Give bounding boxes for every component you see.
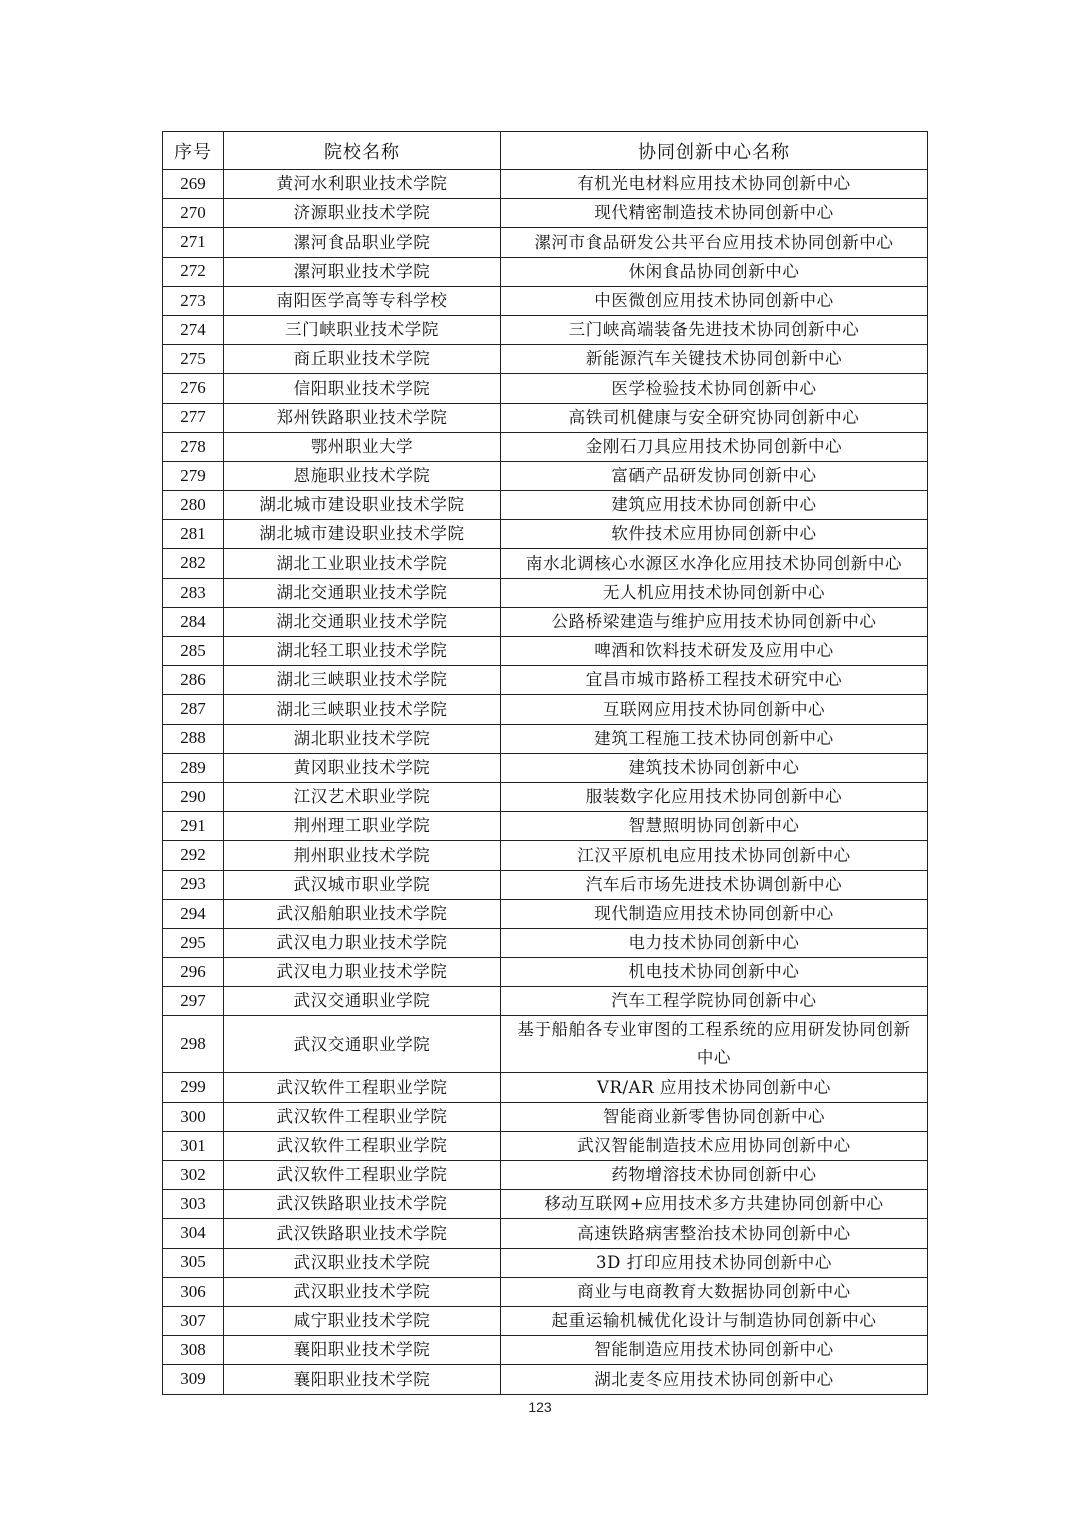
row-center-name: 宜昌市城市路桥工程技术研究中心 (501, 666, 928, 695)
table-row (163, 403, 928, 432)
row-school-name: 三门峡职业技术学院 (224, 315, 501, 344)
row-index: 305 (163, 1248, 224, 1277)
page-number: 123 (528, 1399, 552, 1415)
row-school-name: 荆州职业技术学院 (224, 841, 501, 870)
row-school-name: 咸宁职业技术学院 (224, 1306, 501, 1335)
table-row (163, 257, 928, 286)
row-center-name: 移动互联网+应用技术多方共建协同创新中心 (501, 1190, 928, 1219)
table-row (163, 432, 928, 461)
row-center-name: 服装数字化应用技术协同创新中心 (501, 782, 928, 811)
row-index: 308 (163, 1336, 224, 1365)
table-row (163, 1248, 928, 1277)
table-row (163, 1131, 928, 1160)
row-center-name: 3D 打印应用技术协同创新中心 (501, 1248, 928, 1277)
row-index: 296 (163, 958, 224, 987)
row-center-name: 智能商业新零售协同创新中心 (501, 1102, 928, 1131)
table-row (163, 1190, 928, 1219)
table-row (163, 958, 928, 987)
row-index: 287 (163, 695, 224, 724)
table-row (163, 170, 928, 199)
row-center-name: 建筑技术协同创新中心 (501, 753, 928, 782)
table-row (163, 461, 928, 490)
row-center-name: 南水北调核心水源区水净化应用技术协同创新中心 (501, 549, 928, 578)
row-school-name: 武汉船舶职业技术学院 (224, 899, 501, 928)
table-row (163, 1365, 928, 1394)
table-row (163, 1336, 928, 1365)
row-index: 269 (163, 170, 224, 199)
row-center-name: 建筑应用技术协同创新中心 (501, 491, 928, 520)
row-center-name: 互联网应用技术协同创新中心 (501, 695, 928, 724)
row-school-name: 江汉艺术职业学院 (224, 782, 501, 811)
row-school-name: 湖北城市建设职业技术学院 (224, 520, 501, 549)
row-center-name: 中医微创应用技术协同创新中心 (501, 286, 928, 315)
table-row (163, 578, 928, 607)
row-index: 274 (163, 315, 224, 344)
header-center: 协同创新中心名称 (501, 132, 928, 170)
row-center-name: 高铁司机健康与安全研究协同创新中心 (501, 403, 928, 432)
table-row (163, 782, 928, 811)
row-school-name: 恩施职业技术学院 (224, 461, 501, 490)
row-center-name: 江汉平原机电应用技术协同创新中心 (501, 841, 928, 870)
row-index: 279 (163, 461, 224, 490)
table-row (163, 1016, 928, 1073)
row-index: 277 (163, 403, 224, 432)
row-school-name: 漯河食品职业学院 (224, 228, 501, 257)
row-school-name: 湖北职业技术学院 (224, 724, 501, 753)
row-index: 285 (163, 637, 224, 666)
table-row (163, 666, 928, 695)
row-school-name: 襄阳职业技术学院 (224, 1365, 501, 1394)
row-center-name: 基于船舶各专业审图的工程系统的应用研发协同创新中心 (501, 1016, 928, 1073)
row-index: 275 (163, 345, 224, 374)
row-index: 282 (163, 549, 224, 578)
row-index: 299 (163, 1073, 224, 1102)
table-row (163, 374, 928, 403)
row-index: 292 (163, 841, 224, 870)
row-school-name: 湖北交通职业技术学院 (224, 607, 501, 636)
row-center-name: 金刚石刀具应用技术协同创新中心 (501, 432, 928, 461)
row-school-name: 南阳医学高等专科学校 (224, 286, 501, 315)
table-row (163, 607, 928, 636)
row-index: 291 (163, 812, 224, 841)
row-school-name: 武汉铁路职业技术学院 (224, 1190, 501, 1219)
row-index: 276 (163, 374, 224, 403)
row-center-name: 啤酒和饮料技术研发及应用中心 (501, 637, 928, 666)
row-index: 306 (163, 1277, 224, 1306)
table-row (163, 695, 928, 724)
innovation-center-table (162, 131, 928, 1395)
row-center-name: 药物增溶技术协同创新中心 (501, 1161, 928, 1190)
table-row (163, 491, 928, 520)
row-school-name: 武汉软件工程职业学院 (224, 1131, 501, 1160)
row-center-name: 公路桥梁建造与维护应用技术协同创新中心 (501, 607, 928, 636)
row-index: 281 (163, 520, 224, 549)
row-index: 289 (163, 753, 224, 782)
header-school: 院校名称 (224, 132, 501, 170)
row-school-name: 武汉交通职业学院 (224, 987, 501, 1016)
table-row (163, 841, 928, 870)
row-center-name: 商业与电商教育大数据协同创新中心 (501, 1277, 928, 1306)
row-center-name: 机电技术协同创新中心 (501, 958, 928, 987)
row-school-name: 鄂州职业大学 (224, 432, 501, 461)
row-school-name: 商丘职业技术学院 (224, 345, 501, 374)
header-row (163, 132, 928, 170)
row-center-name: 富硒产品研发协同创新中心 (501, 461, 928, 490)
row-index: 303 (163, 1190, 224, 1219)
table-row (163, 637, 928, 666)
row-center-name: 漯河市食品研发公共平台应用技术协同创新中心 (501, 228, 928, 257)
row-index: 286 (163, 666, 224, 695)
row-school-name: 武汉城市职业学院 (224, 870, 501, 899)
row-center-name: 有机光电材料应用技术协同创新中心 (501, 170, 928, 199)
table-row (163, 753, 928, 782)
row-school-name: 湖北工业职业技术学院 (224, 549, 501, 578)
row-index: 302 (163, 1161, 224, 1190)
row-school-name: 武汉铁路职业技术学院 (224, 1219, 501, 1248)
table-row (163, 812, 928, 841)
row-center-name: 软件技术应用协同创新中心 (501, 520, 928, 549)
table-row (163, 345, 928, 374)
row-center-name: 三门峡高端装备先进技术协同创新中心 (501, 315, 928, 344)
table-row (163, 520, 928, 549)
row-center-name: 建筑工程施工技术协同创新中心 (501, 724, 928, 753)
row-school-name: 武汉职业技术学院 (224, 1277, 501, 1306)
row-school-name: 荆州理工职业学院 (224, 812, 501, 841)
table-row (163, 928, 928, 957)
row-index: 307 (163, 1306, 224, 1335)
row-center-name: 起重运输机械优化设计与制造协同创新中心 (501, 1306, 928, 1335)
row-school-name: 襄阳职业技术学院 (224, 1336, 501, 1365)
row-center-name: 汽车后市场先进技术协调创新中心 (501, 870, 928, 899)
row-index: 294 (163, 899, 224, 928)
table-body (163, 170, 928, 1395)
row-center-name: 电力技术协同创新中心 (501, 928, 928, 957)
row-center-name: 武汉智能制造技术应用协同创新中心 (501, 1131, 928, 1160)
row-index: 273 (163, 286, 224, 315)
row-school-name: 漯河职业技术学院 (224, 257, 501, 286)
row-center-name: 现代精密制造技术协同创新中心 (501, 199, 928, 228)
table-row (163, 1219, 928, 1248)
row-school-name: 信阳职业技术学院 (224, 374, 501, 403)
row-school-name: 济源职业技术学院 (224, 199, 501, 228)
row-center-name: 新能源汽车关键技术协同创新中心 (501, 345, 928, 374)
row-center-name: 智慧照明协同创新中心 (501, 812, 928, 841)
row-index: 270 (163, 199, 224, 228)
row-center-name: 汽车工程学院协同创新中心 (501, 987, 928, 1016)
row-school-name: 湖北三峡职业技术学院 (224, 666, 501, 695)
row-school-name: 武汉软件工程职业学院 (224, 1161, 501, 1190)
table-row (163, 1277, 928, 1306)
table-row (163, 315, 928, 344)
table-row (163, 987, 928, 1016)
row-index: 288 (163, 724, 224, 753)
table-row (163, 1306, 928, 1335)
row-index: 280 (163, 491, 224, 520)
table-row (163, 1161, 928, 1190)
row-school-name: 武汉电力职业技术学院 (224, 928, 501, 957)
row-index: 271 (163, 228, 224, 257)
row-index: 272 (163, 257, 224, 286)
row-center-name: 现代制造应用技术协同创新中心 (501, 899, 928, 928)
table-row (163, 1102, 928, 1131)
row-school-name: 黄河水利职业技术学院 (224, 170, 501, 199)
table-row (163, 228, 928, 257)
table-row (163, 899, 928, 928)
row-school-name: 武汉电力职业技术学院 (224, 958, 501, 987)
table-row (163, 724, 928, 753)
row-center-name: 无人机应用技术协同创新中心 (501, 578, 928, 607)
row-index: 301 (163, 1131, 224, 1160)
row-school-name: 武汉软件工程职业学院 (224, 1102, 501, 1131)
row-index: 297 (163, 987, 224, 1016)
row-school-name: 湖北交通职业技术学院 (224, 578, 501, 607)
table-row (163, 870, 928, 899)
row-school-name: 湖北三峡职业技术学院 (224, 695, 501, 724)
row-index: 290 (163, 782, 224, 811)
header-index: 序号 (163, 132, 224, 170)
row-index: 284 (163, 607, 224, 636)
row-school-name: 武汉软件工程职业学院 (224, 1073, 501, 1102)
row-index: 293 (163, 870, 224, 899)
row-school-name: 武汉职业技术学院 (224, 1248, 501, 1277)
row-index: 309 (163, 1365, 224, 1394)
row-center-name: 医学检验技术协同创新中心 (501, 374, 928, 403)
table-row (163, 286, 928, 315)
row-school-name: 武汉交通职业学院 (224, 1016, 501, 1073)
row-school-name: 湖北城市建设职业技术学院 (224, 491, 501, 520)
row-index: 295 (163, 928, 224, 957)
row-index: 278 (163, 432, 224, 461)
row-school-name: 湖北轻工职业技术学院 (224, 637, 501, 666)
row-index: 283 (163, 578, 224, 607)
table-row (163, 1073, 928, 1102)
row-index: 298 (163, 1016, 224, 1073)
row-center-name: 湖北麦冬应用技术协同创新中心 (501, 1365, 928, 1394)
row-school-name: 黄冈职业技术学院 (224, 753, 501, 782)
table-row (163, 549, 928, 578)
row-index: 304 (163, 1219, 224, 1248)
row-school-name: 郑州铁路职业技术学院 (224, 403, 501, 432)
row-center-name: 智能制造应用技术协同创新中心 (501, 1336, 928, 1365)
row-center-name: VR/AR 应用技术协同创新中心 (501, 1073, 928, 1102)
row-center-name: 休闲食品协同创新中心 (501, 257, 928, 286)
row-center-name: 高速铁路病害整治技术协同创新中心 (501, 1219, 928, 1248)
table-header (163, 132, 928, 170)
row-index: 300 (163, 1102, 224, 1131)
table-row (163, 199, 928, 228)
